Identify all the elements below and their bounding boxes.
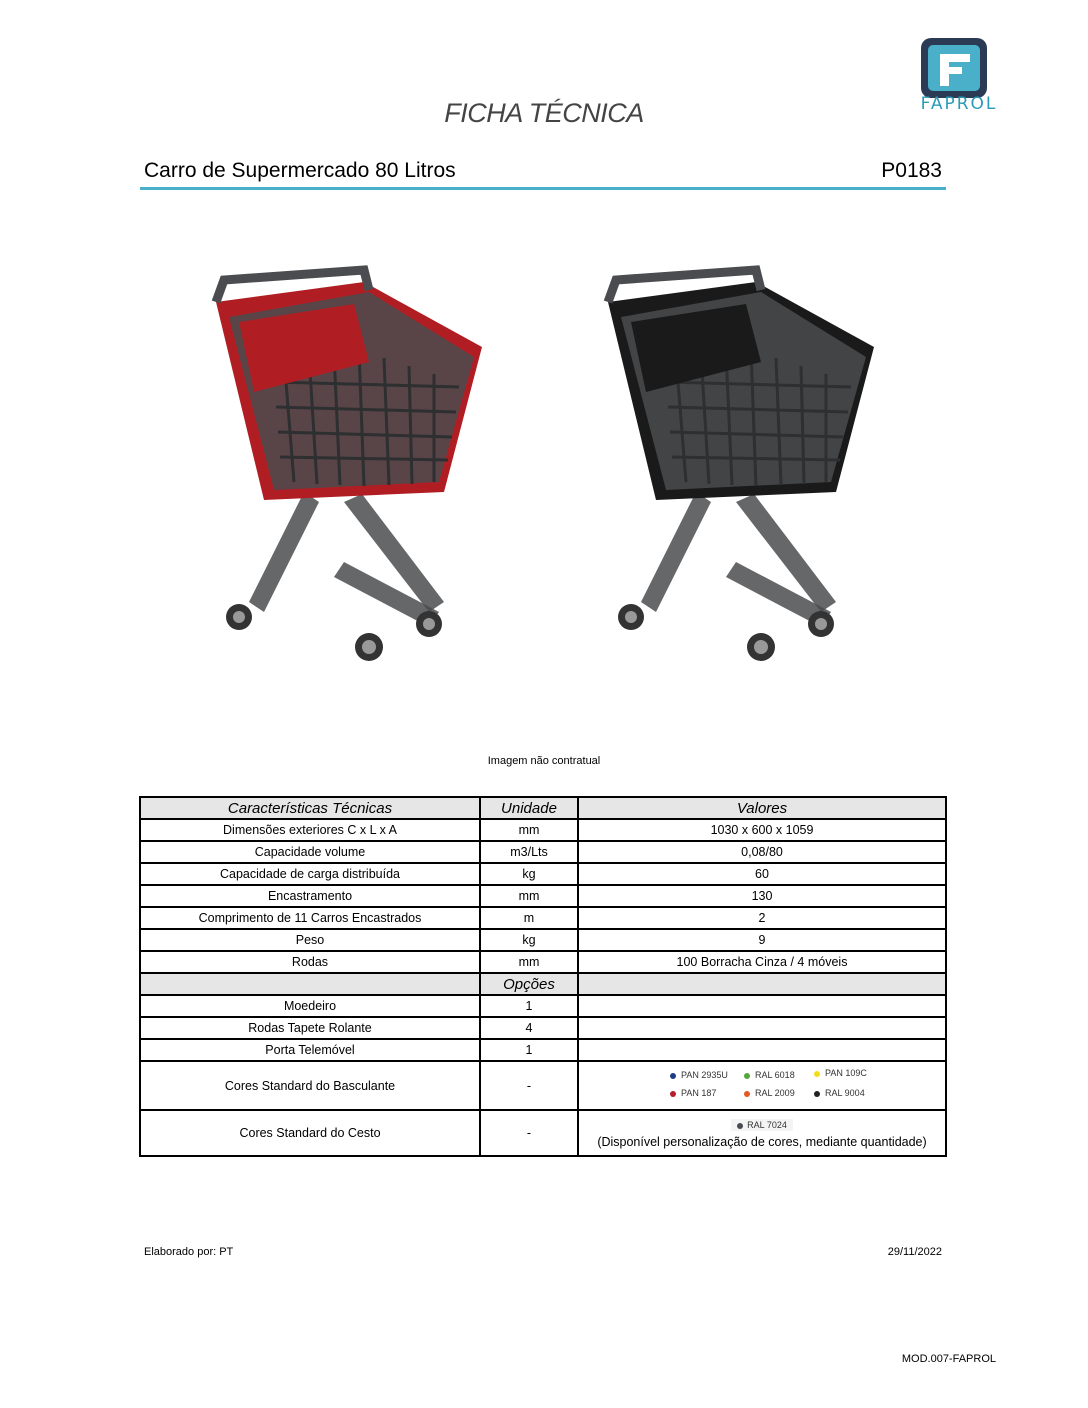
- table-header-row: [140, 797, 946, 819]
- color-swatch-panel: [656, 1062, 868, 1106]
- color-swatch: [731, 1119, 793, 1131]
- row-label: Peso: [140, 929, 480, 951]
- color-name: RAL 7024: [747, 1120, 787, 1130]
- date: 29/11/2022: [887, 1246, 942, 1258]
- row-value: 130: [578, 885, 946, 907]
- row-value: 60: [578, 863, 946, 885]
- option-unit: 1: [480, 995, 578, 1017]
- cart-image-black: [586, 262, 886, 672]
- product-name: Carro de Supermercado 80 Litros: [144, 159, 456, 182]
- row-value: 2: [578, 907, 946, 929]
- image-caption: Imagem não contratual: [487, 755, 601, 767]
- author: Elaborado por: PT: [144, 1246, 234, 1258]
- option-unit: 4: [480, 1017, 578, 1039]
- row-unit: kg: [480, 863, 578, 885]
- option-value: [578, 995, 946, 1017]
- color-swatch: [744, 1070, 795, 1080]
- customization-note: (Disponível personalização de cores, mediante quantidade): [597, 1135, 927, 1149]
- basculante-row: [140, 1061, 946, 1110]
- row-value: 100 Borracha Cinza / 4 móveis: [578, 951, 946, 973]
- product-code: P0183: [881, 159, 942, 182]
- header-values: Valores: [578, 797, 946, 819]
- color-name: RAL 2009: [755, 1088, 795, 1098]
- row-unit: mm: [480, 819, 578, 841]
- basculante-label: Cores Standard do Basculante: [140, 1061, 480, 1110]
- row-unit: kg: [480, 929, 578, 951]
- basculante-colors: [578, 1061, 946, 1110]
- option-label: Porta Telemóvel: [140, 1039, 480, 1061]
- color-swatch: [744, 1088, 795, 1098]
- color-swatch: [814, 1088, 865, 1098]
- option-label: Moedeiro: [140, 995, 480, 1017]
- color-dot-icon: [737, 1123, 743, 1129]
- row-unit: mm: [480, 885, 578, 907]
- options-header-row: [140, 973, 946, 995]
- cesto-unit: -: [480, 1110, 578, 1156]
- color-dot-icon: [744, 1091, 750, 1097]
- document-title: FICHA TÉCNICA: [444, 98, 644, 128]
- color-dot-icon: [744, 1073, 750, 1079]
- cesto-row: [140, 1110, 946, 1156]
- model-reference: MOD.007-FAPROL: [901, 1353, 996, 1365]
- table-row: [140, 885, 946, 907]
- row-label: Rodas: [140, 951, 480, 973]
- table-row: [140, 907, 946, 929]
- row-unit: m3/Lts: [480, 841, 578, 863]
- cart-image-red: [194, 262, 494, 672]
- table-row: [140, 929, 946, 951]
- cesto-colors: [578, 1110, 946, 1156]
- color-name: RAL 6018: [755, 1070, 795, 1080]
- logo-text: FAPROL: [920, 94, 998, 114]
- table-row: [140, 841, 946, 863]
- row-value: 1030 x 600 x 1059: [578, 819, 946, 841]
- options-header-blank: [140, 973, 480, 995]
- color-swatch: [814, 1068, 867, 1078]
- table-row: [140, 819, 946, 841]
- basculante-unit: -: [480, 1061, 578, 1110]
- option-row: [140, 995, 946, 1017]
- option-value: [578, 1017, 946, 1039]
- option-row: [140, 1039, 946, 1061]
- row-unit: m: [480, 907, 578, 929]
- row-label: Encastramento: [140, 885, 480, 907]
- options-header-blank: [578, 973, 946, 995]
- color-dot-icon: [814, 1091, 820, 1097]
- header-unit: Unidade: [480, 797, 578, 819]
- color-name: PAN 109C: [825, 1068, 867, 1078]
- color-name: PAN 187: [681, 1088, 717, 1098]
- row-label: Capacidade volume: [140, 841, 480, 863]
- spec-table: [139, 796, 947, 1157]
- color-swatch: [670, 1070, 728, 1080]
- product-header: [140, 157, 946, 190]
- color-swatch: [670, 1088, 716, 1098]
- row-value: 0,08/80: [578, 841, 946, 863]
- option-value: [578, 1039, 946, 1061]
- row-value: 9: [578, 929, 946, 951]
- header-characteristics: Características Técnicas: [140, 797, 480, 819]
- option-unit: 1: [480, 1039, 578, 1061]
- cart-drawing: [608, 270, 874, 661]
- color-dot-icon: [814, 1071, 820, 1077]
- option-row: [140, 1017, 946, 1039]
- option-label: Rodas Tapete Rolante: [140, 1017, 480, 1039]
- row-label: Capacidade de carga distribuída: [140, 863, 480, 885]
- row-label: Dimensões exteriores C x L x A: [140, 819, 480, 841]
- options-header: Opções: [480, 973, 578, 995]
- color-dot-icon: [670, 1073, 676, 1079]
- row-unit: mm: [480, 951, 578, 973]
- row-label: Comprimento de 11 Carros Encastrados: [140, 907, 480, 929]
- cesto-label: Cores Standard do Cesto: [140, 1110, 480, 1156]
- color-name: RAL 9004: [825, 1088, 865, 1098]
- color-dot-icon: [670, 1091, 676, 1097]
- color-name: PAN 2935U: [681, 1070, 728, 1080]
- table-row: [140, 863, 946, 885]
- table-row: [140, 951, 946, 973]
- cart-drawing: [216, 270, 482, 661]
